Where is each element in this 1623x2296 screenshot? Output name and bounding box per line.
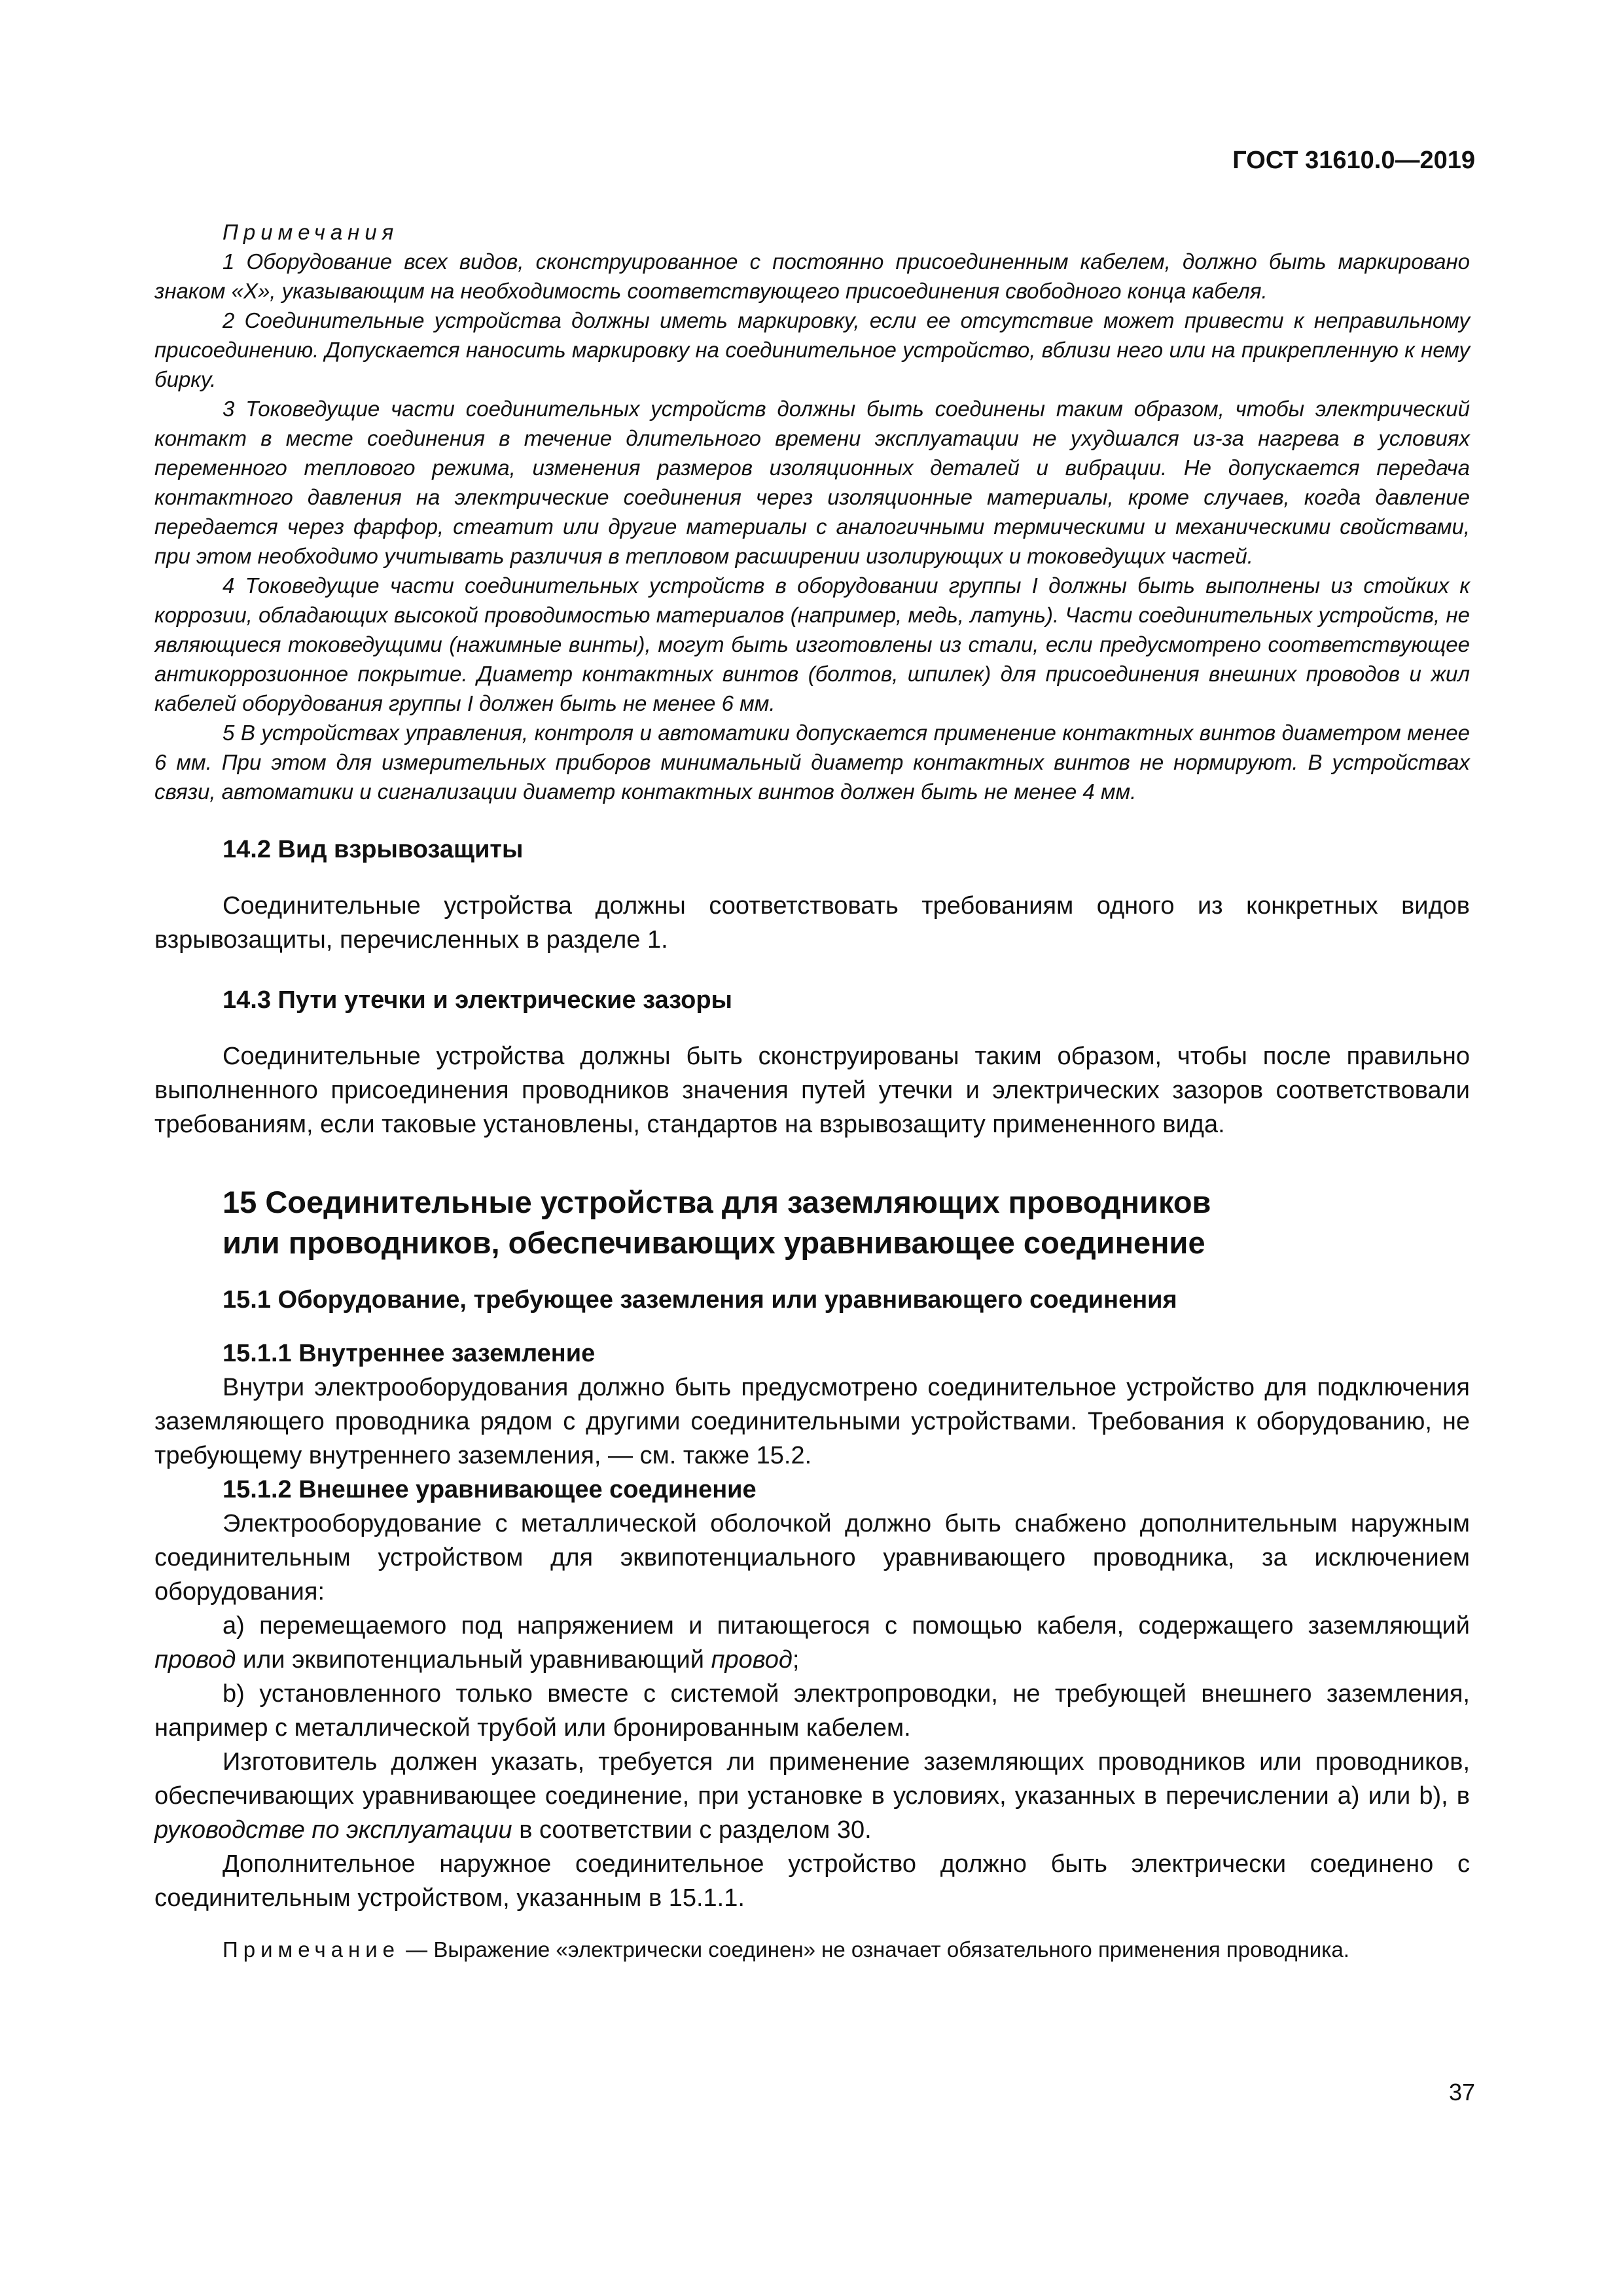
section-14-2-heading: 14.2 Вид взрывозащиты — [223, 836, 524, 863]
section-14-3-text: Соединительные устройства должны быть сконструированы таким образом, чтобы после правильно выполненного присоединения проводников значения путей утечки и электрических зазоров соответствовали требованиям, если таковые установлены, стандартов на взрывозащиту примененного вида. — [154, 1043, 1470, 1138]
note-item: 3 Токоведущие части соединительных устройств должны быть соединены таким образом, чтобы электрический контакт в месте соединения в течение длительного времени эксплуатации не ухудшался из-за нагрева в условиях переменного теплового режима, изменения размеров изоляционных деталей и вибрации. Не допускается передача контактного давления на электрические соединения через изоляционные материалы, кроме случаев, когда давление передается через фарфор, стеатит или другие материалы с аналогичными термическими и механическими свойствами, при этом необходимо учитывать различия в тепловом расширении изолирующих и токоведущих частей. — [154, 397, 1470, 568]
section-14-3-heading: 14.3 Пути утечки и электрические зазоры — [223, 986, 732, 1014]
page-number: 37 — [1448, 2079, 1475, 2106]
list-item-a: a) перемещаемого под напряжением и питающегося с помощью кабеля, содержащего заземляющий провод или эквипотенциальный уравнивающий провод; — [154, 1612, 1470, 1674]
note-item: 1 Оборудование всех видов, сконструированное с постоянно присоединенным кабелем, должно быть маркировано знаком «X», указывающим на необходимость соответствующего присоединения свободного конца кабеля. — [154, 249, 1470, 303]
section-14-2-text: Соединительные устройства должны соответствовать требованиям одного из конкретных видов взрывозащиты, перечисленных в разделе 1. — [154, 892, 1470, 954]
document-id: ГОСТ 31610.0—2019 — [1232, 147, 1475, 174]
section-15-1-2-heading: 15.1.2 Внешнее уравнивающее соединение — [223, 1476, 757, 1503]
note-item: 5 В устройствах управления, контроля и автоматики допускается применение контактных винтов диаметром менее 6 мм. При этом для измерительных приборов минимальный диаметр контактных винтов не нормируют. В устройствах связи, автоматики и сигнализации диаметр контактных винтов должен быть не менее 4 мм. — [154, 721, 1470, 804]
section-15-1-1-heading: 15.1.1 Внутреннее заземление — [223, 1340, 596, 1367]
page-content — [154, 217, 1470, 1964]
notes-title: Примечания — [223, 220, 399, 244]
section-15-heading — [223, 1182, 1470, 1263]
section-15-1-heading: 15.1 Оборудование, требующее заземления или уравнивающего соединения — [223, 1286, 1177, 1314]
closing-note: Примечание — Выражение «электрически соединен» не означает обязательного применения проводника. — [223, 1937, 1349, 1962]
manufacturer-paragraph: Изготовитель должен указать, требуется ли применение заземляющих проводников или проводников, обеспечивающих уравнивающее соединение, при установке в условиях, указанных в перечислении a) или b), в руководстве по эксплуатации в соответствии с разделом 30. — [154, 1748, 1470, 1844]
note-item: 2 Соединительные устройства должны иметь маркировку, если ее отсутствие может привести к неправильному присоединению. Допускается наносить маркировку на соединительное устройство, вблизи него или на прикрепленную к нему бирку. — [154, 308, 1470, 391]
additional-paragraph: Дополнительное наружное соединительное устройство должно быть электрически соединено с соединительным устройством, указанным в 15.1.1. — [154, 1850, 1470, 1912]
section-15-heading-line2: или проводников, обеспечивающих уравнивающее соединение — [223, 1225, 1205, 1260]
note-item: 4 Токоведущие части соединительных устройств в оборудовании группы I должны быть выполнены из стойких к коррозии, обладающих высокой проводимостью материалов (например, медь, латунь). Части соединительных устройств, не являющиеся токоведущими (нажимные винты), могут быть изготовлены из стали, если предусмотрено соответствующее антикоррозионное покрытие. Диаметр контактных винтов (болтов, шпилек) для присоединения внешних проводов и жил кабелей оборудования группы I должен быть не менее 6 мм. — [154, 573, 1470, 715]
section-15-1-1-text: Внутри электрооборудования должно быть предусмотрено соединительное устройство для подключения заземляющего проводника рядом с другими соединительными устройствами. Требования к оборудованию, не требующему внутреннего заземления, — см. также 15.2. — [154, 1374, 1470, 1469]
list-item-b: b) установленного только вместе с системой электропроводки, не требующей внешнего заземления, например с металлической трубой или бронированным кабелем. — [154, 1680, 1470, 1742]
notes-block — [154, 217, 1470, 806]
section-15-1-2-intro: Электрооборудование с металлической оболочкой должно быть снабжено дополнительным наружным соединительным устройством для эквипотенциального уравнивающего проводника, за исключением оборудования: — [154, 1510, 1470, 1605]
section-15-heading-line1: 15 Соединительные устройства для заземляющих проводников — [223, 1185, 1211, 1219]
